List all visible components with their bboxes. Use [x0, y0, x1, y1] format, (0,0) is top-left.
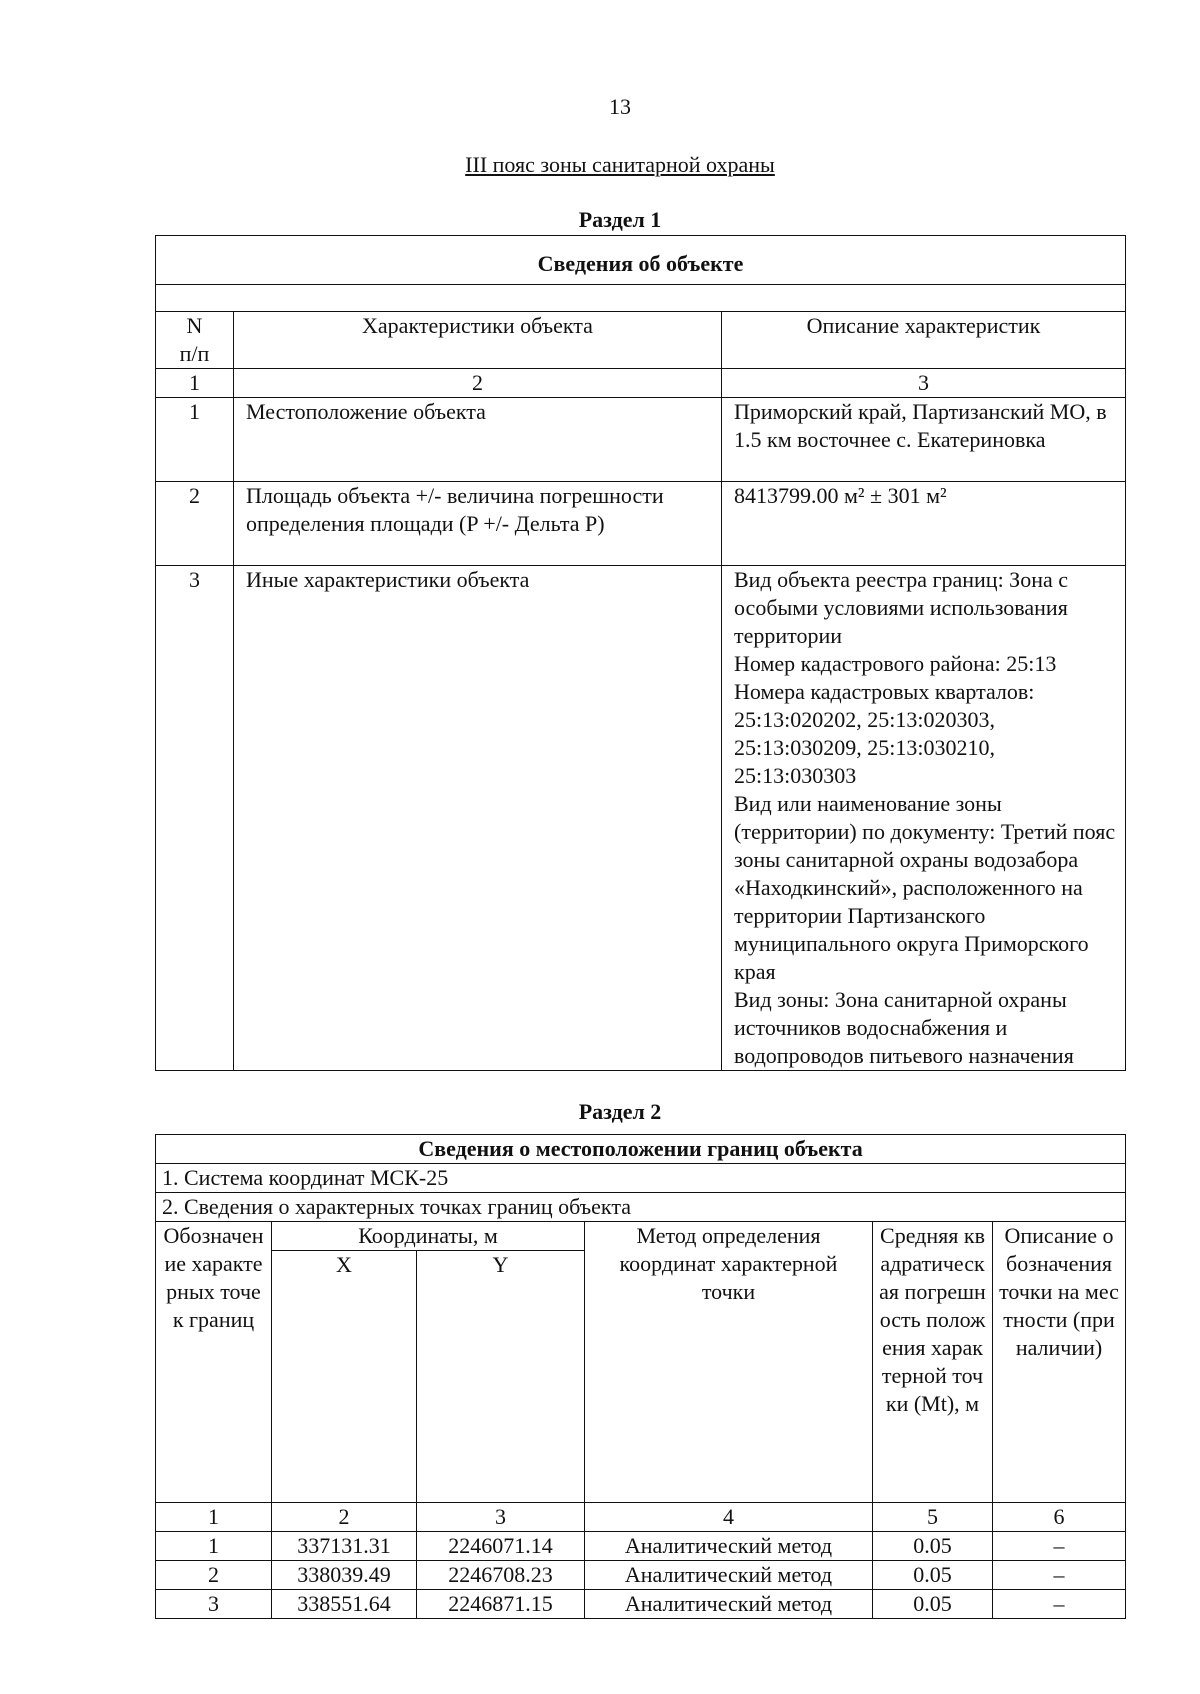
header-row [156, 1222, 1126, 1251]
header-num: N п/п [156, 312, 234, 369]
row-num: 3 [156, 566, 234, 1071]
point-x: 338551.64 [272, 1590, 417, 1619]
points-heading: 2. Сведения о характерных точках границ объекта [156, 1193, 1126, 1222]
point-y: 2246071.14 [417, 1532, 585, 1561]
column-number-row [156, 1503, 1126, 1532]
point-description: – [993, 1532, 1126, 1561]
point-description: – [993, 1590, 1126, 1619]
header-point-description: Описание обозначения точки на местности (при наличии) [993, 1222, 1126, 1503]
table-row [156, 566, 1126, 1071]
section1-table-caption: Сведения об объекте [156, 236, 1126, 285]
row-characteristic: Иные характеристики объекта [234, 566, 722, 1071]
colnum-3: 3 [722, 369, 1126, 398]
point-number: 3 [156, 1590, 272, 1619]
points-heading-row [156, 1193, 1126, 1222]
point-method: Аналитический метод [585, 1561, 873, 1590]
section2-table-caption: Сведения о местоположении границ объекта [156, 1135, 1126, 1164]
header-designation: Обозначение характерных точек границ [156, 1222, 272, 1503]
table-row [156, 1561, 1126, 1590]
point-number: 1 [156, 1532, 272, 1561]
colnum-1: 1 [156, 369, 234, 398]
point-number: 2 [156, 1561, 272, 1590]
point-x: 338039.49 [272, 1561, 417, 1590]
section1-heading: Раздел 1 [578, 207, 662, 232]
row-description: Вид объекта реестра границ: Зона с особыми условиями использования территории Номер кадастрового района: 25:13 Номера кадастровых кварталов: 25:13:020202, 25:13:020303, 25:13:030209, 25:13:030210, 25:13:030303 Вид или наименование зоны (территории) по документу: Третий пояс зоны санитарной охраны водозабора «Находкинский», расположенного на территории Партизанского муниципального округа Приморского края Вид зоны: Зона санитарной охраны источников водоснабжения и водопроводов питьевого назначения [722, 566, 1126, 1071]
colnum-6: 6 [993, 1503, 1126, 1532]
point-description: – [993, 1561, 1126, 1590]
header-y: Y [417, 1251, 585, 1503]
point-method: Аналитический метод [585, 1532, 873, 1561]
coord-system-row [156, 1164, 1126, 1193]
point-mt: 0.05 [873, 1532, 993, 1561]
colnum-5: 5 [873, 1503, 993, 1532]
table-caption-row [156, 236, 1126, 285]
point-mt: 0.05 [873, 1561, 993, 1590]
colnum-2: 2 [272, 1503, 417, 1532]
row-characteristic: Площадь объекта +/- величина погрешности определения площади (P +/- Дельта P) [234, 482, 722, 566]
header-coords: Координаты, м [272, 1222, 585, 1251]
header-description: Описание характеристик [722, 312, 1126, 369]
table-row [156, 482, 1126, 566]
header-x: X [272, 1251, 417, 1503]
colnum-1: 1 [156, 1503, 272, 1532]
empty-row [156, 285, 1126, 312]
empty-cell [156, 285, 1126, 312]
header-row [156, 312, 1126, 369]
page-number: 13 [609, 94, 631, 119]
point-x: 337131.31 [272, 1532, 417, 1561]
row-description: Приморский край, Партизанский МО, в 1.5 км восточнее с. Екатериновка [722, 398, 1126, 482]
point-method: Аналитический метод [585, 1590, 873, 1619]
row-characteristic: Местоположение объекта [234, 398, 722, 482]
header-characteristic: Характеристики объекта [234, 312, 722, 369]
table-row [156, 1590, 1126, 1619]
object-info-table [155, 235, 1126, 1071]
table-row [156, 1532, 1126, 1561]
colnum-2: 2 [234, 369, 722, 398]
column-number-row [156, 369, 1126, 398]
table-caption-row [156, 1135, 1126, 1164]
row-description: 8413799.00 м² ± 301 м² [722, 482, 1126, 566]
section2-heading: Раздел 2 [578, 1099, 662, 1124]
row-num: 1 [156, 398, 234, 482]
colnum-3: 3 [417, 1503, 585, 1532]
point-y: 2246708.23 [417, 1561, 585, 1590]
point-y: 2246871.15 [417, 1590, 585, 1619]
colnum-4: 4 [585, 1503, 873, 1532]
row-num: 2 [156, 482, 234, 566]
boundary-points-table [155, 1134, 1126, 1619]
document-title: III пояс зоны санитарной охраны [465, 152, 775, 177]
coord-system: 1. Система координат МСК-25 [156, 1164, 1126, 1193]
header-method: Метод определения координат характерной точки [585, 1222, 873, 1503]
table-row [156, 398, 1126, 482]
point-mt: 0.05 [873, 1590, 993, 1619]
header-mt: Средняя квадратическая погрешность положения характерной точки (Mt), м [873, 1222, 993, 1503]
